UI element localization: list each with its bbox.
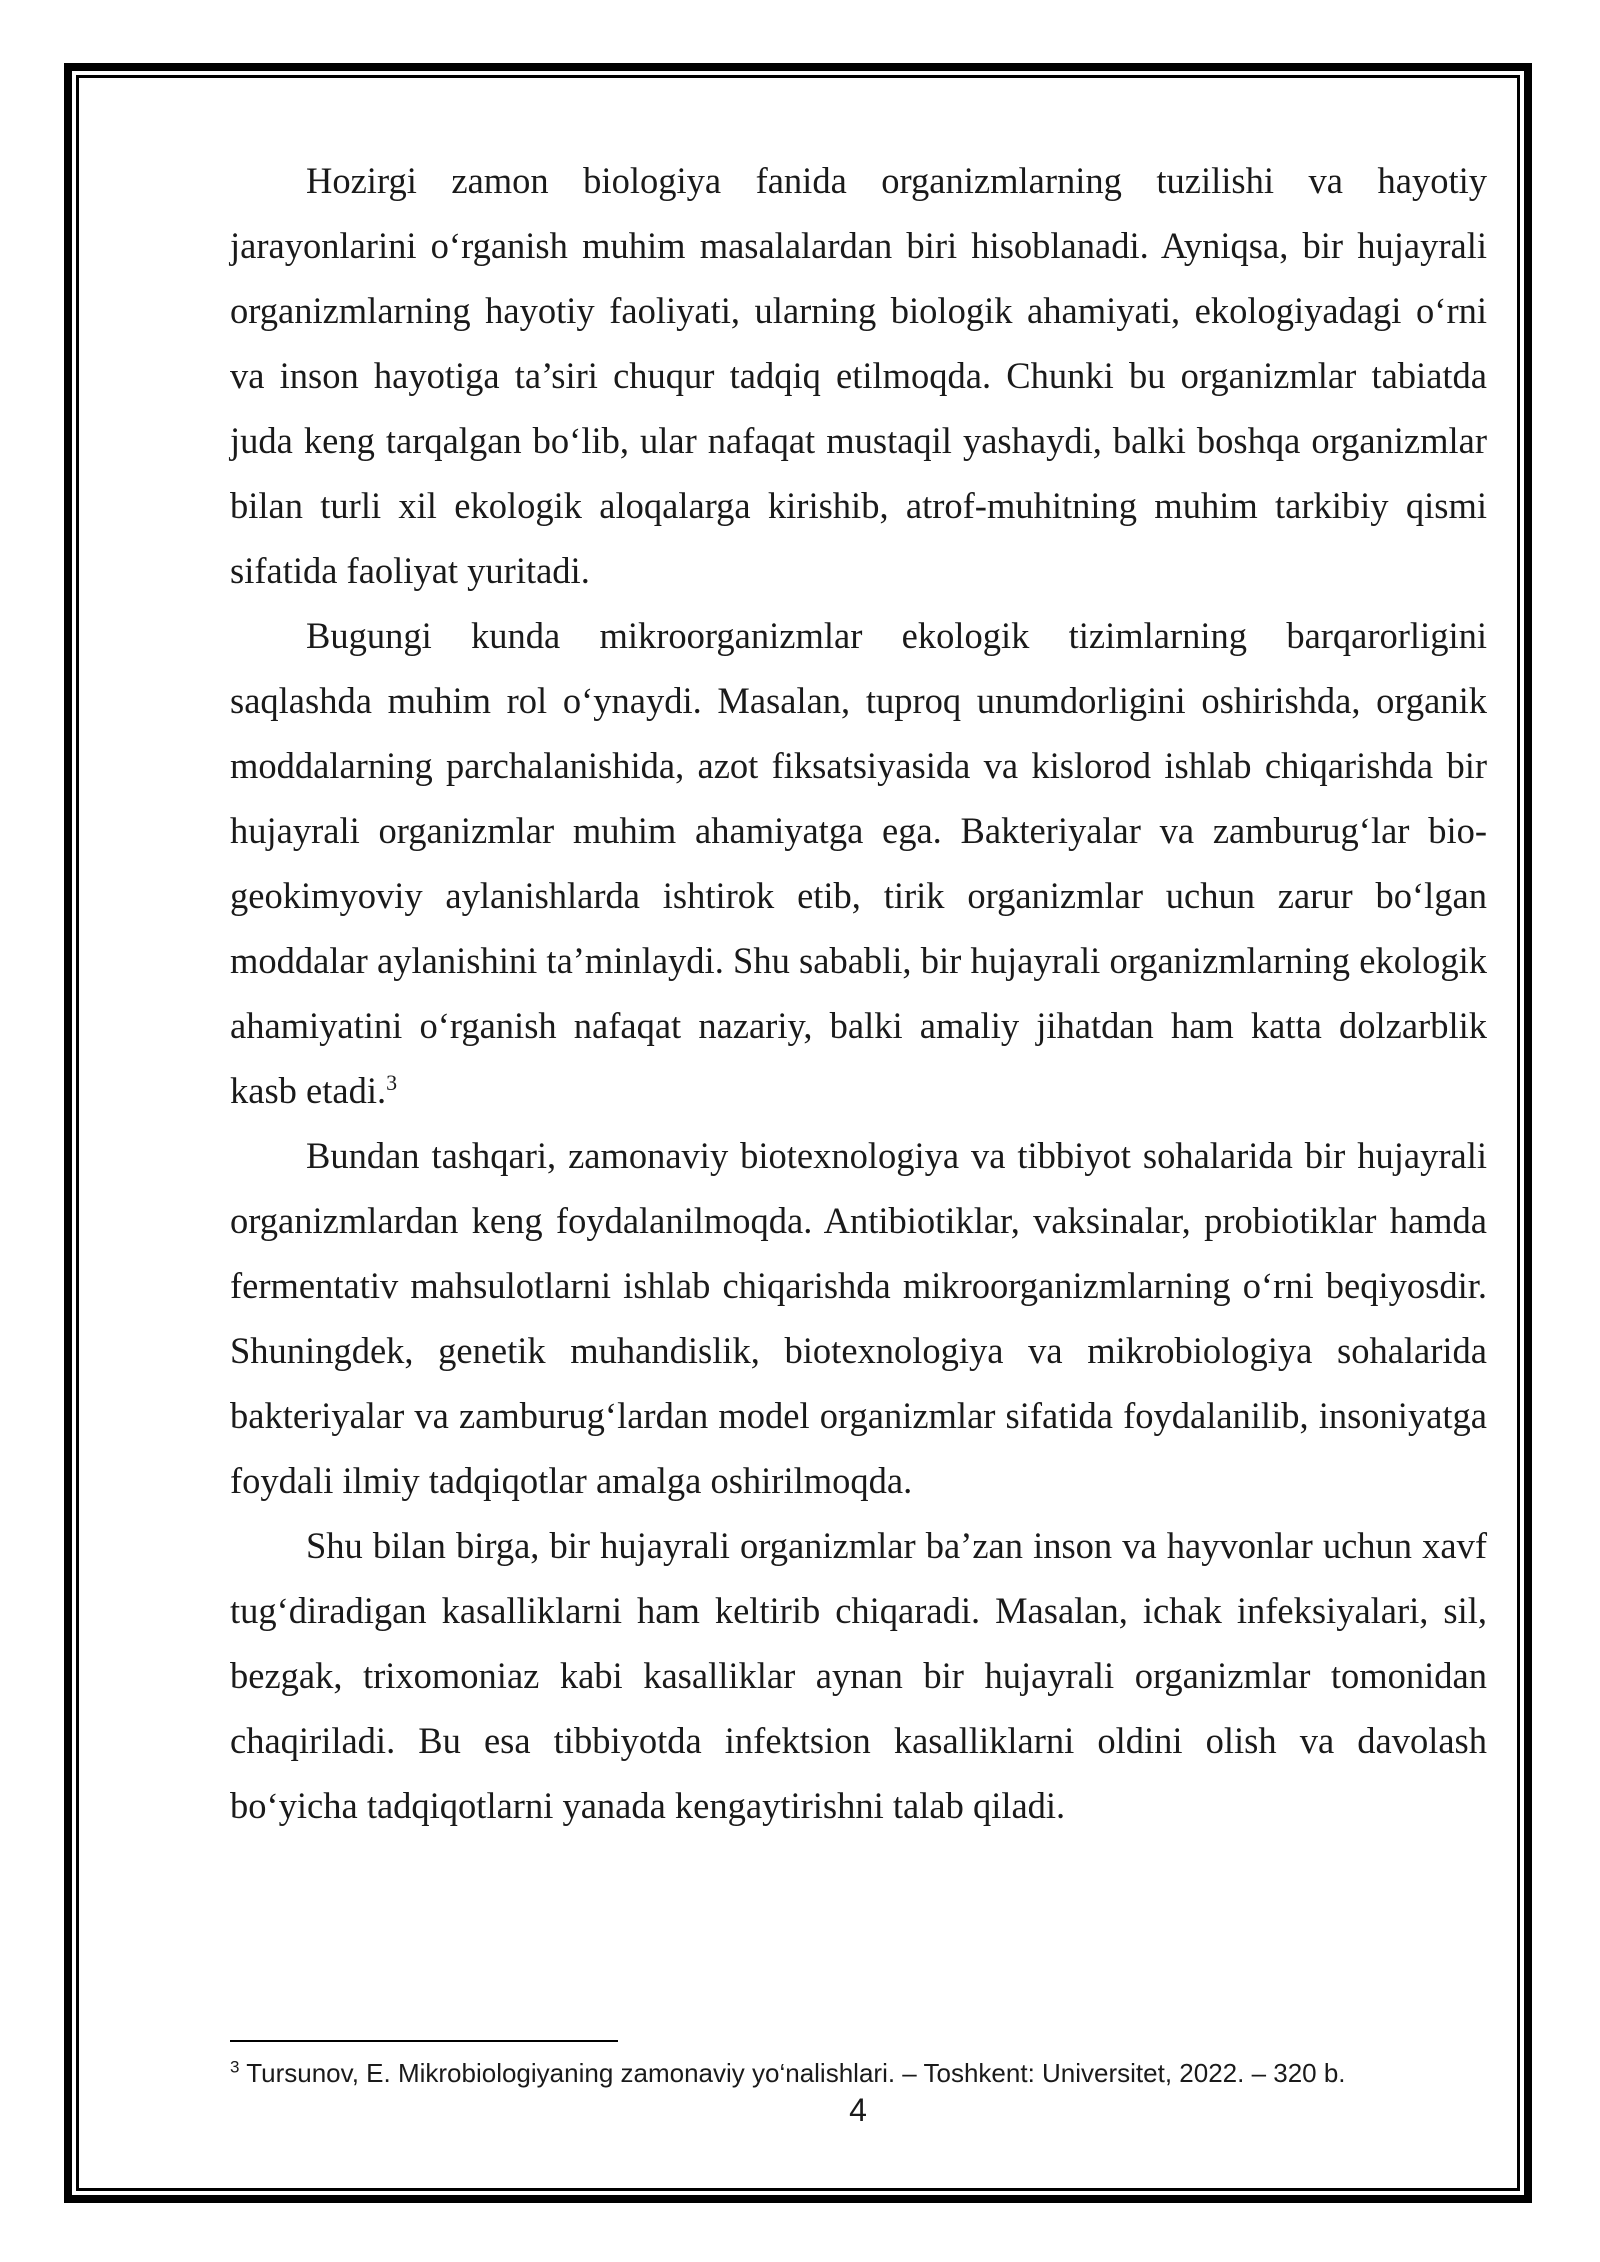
paragraph-3: Bundan tashqari, zamonaviy biotexnologiya va tibbiyot sohalarida bir hujayrali organizmlardan keng foydalanilmoqda. Antibiotiklar, vaksinalar, probiotiklar hamda fermentativ mahsulotlarni ishlab chiqarishda mikroorganizmlarning o‘rni beqiyosdir. Shuningdek, genetik muhandislik, biotexnologiya va mikrobiologiya sohalarida bakteriyalar va zamburug‘lardan model organizmlar sifatida foydalanilib, insoniyatga foydali ilmiy tadqiqotlar amalga oshirilmoqda. — [230, 1135, 1487, 1501]
footnote-text: Tursunov, E. Mikrobiologiyaning zamonaviy yo‘nalishlari. – Toshkent: Universitet, 2022. – 320 b. — [239, 2058, 1346, 2088]
document-body — [230, 148, 1487, 1838]
footnote-mark: 3 — [230, 2057, 240, 2077]
footnote-reference[interactable]: 3 — [386, 1069, 398, 1095]
paragraph-4: Shu bilan birga, bir hujayrali organizmlar ba’zan inson va hayvonlar uchun xavf tug‘diradigan kasalliklarni ham keltirib chiqaradi. Masalan, ichak infeksiyalari, sil, bezgak, trixomoniaz kabi kasalliklar aynan bir hujayrali organizmlar tomonidan chaqiriladi. Bu esa tibbiyotda infektsion kasalliklarni oldini olish va davolash bo‘yicha tadqiqotlarni yanada kengaytirishni talab qiladi. — [230, 1525, 1487, 1826]
paragraph-2-text: Bugungi kunda mikroorganizmlar ekologik tizimlarning barqarorligini saqlashda muhim rol o‘ynaydi. Masalan, tuproq unumdorligini oshirishda, organik moddalarning parchalanishida, azot fiksatsiyasida va kislorod ishlab chiqarishda bir hujayrali organizmlar muhim ahamiyatga ega. Bakteriyalar va zamburug‘lar bio-geokimyoviy aylanishlarda ishtirok etib, tirik organizmlar uchun zarur bo‘lgan moddalar aylanishini ta’minlaydi. Shu sababli, bir hujayrali organizmlarning ekologik ahamiyatini o‘rganish nafaqat nazariy, balki amaliy jihatdan ham katta dolzarblik kasb etadi. — [230, 615, 1487, 1111]
paragraph-1: Hozirgi zamon biologiya fanida organizmlarning tuzilishi va hayotiy jarayonlarini o‘rganish muhim masalalardan biri hisoblanadi. Ayniqsa, bir hujayrali organizmlarning hayotiy faoliyati, ularning biologik ahamiyati, ekologiyadagi o‘rni va inson hayotiga ta’siri chuqur tadqiq etilmoqda. Chunki bu organizmlar tabiatda juda keng tarqalgan bo‘lib, ular nafaqat mustaqil yashaydi, balki boshqa organizmlar bilan turli xil ekologik aloqalarga kirishib, atrof-muhitning muhim tarkibiy qismi sifatida faoliyat yuritadi. — [230, 160, 1487, 591]
page-number: 4 — [849, 2092, 867, 2128]
paragraph-2 — [230, 603, 1487, 1123]
footnote — [230, 2055, 1487, 2091]
footnote-separator — [230, 2040, 618, 2042]
